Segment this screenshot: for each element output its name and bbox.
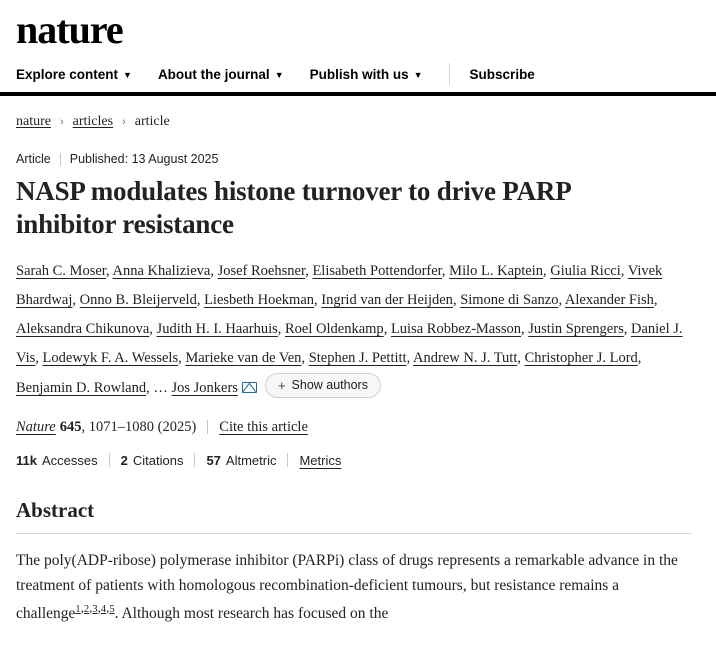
- author-link[interactable]: Vivek Bhardwaj: [16, 262, 663, 308]
- citations-count: 2: [120, 452, 128, 468]
- citation-pages: , 1071–1080 (2025): [81, 418, 197, 435]
- abstract-text-part2: . Although most research has focused on the: [114, 605, 389, 623]
- nav-label: Publish with us: [309, 66, 409, 82]
- author-separator: ,: [178, 349, 186, 366]
- author-separator: ,: [314, 291, 322, 308]
- author-separator: ,: [558, 291, 565, 308]
- nav-label: Subscribe: [469, 66, 535, 82]
- main-navigation: [0, 56, 716, 96]
- reference-link[interactable]: 2: [83, 604, 90, 616]
- meta-divider: [60, 153, 61, 166]
- author-link[interactable]: Anna Khalizieva: [112, 262, 211, 279]
- author-separator: ,: [149, 320, 157, 337]
- author-link[interactable]: Lodewyk F. A. Wessels: [42, 349, 179, 366]
- author-separator: ,: [106, 262, 113, 279]
- author-link[interactable]: Josef Roehsner: [217, 262, 306, 279]
- author-link[interactable]: Simone di Sanzo: [460, 291, 559, 308]
- author-link[interactable]: Roel Oldenkamp: [285, 320, 384, 337]
- author-link[interactable]: Luisa Robbez-Masson: [390, 320, 522, 337]
- author-separator: ,: [210, 262, 218, 279]
- abstract-text: [16, 548, 692, 626]
- author-separator: ,: [620, 262, 628, 279]
- author-separator: ,: [72, 291, 80, 308]
- reference-link[interactable]: 1: [75, 604, 81, 616]
- page-title: NASP modulates histone turnover to drive PARP inhibitor resistance: [16, 176, 570, 239]
- article-page: [0, 96, 716, 626]
- author-separator: ,: [305, 262, 313, 279]
- breadcrumb: [16, 96, 700, 130]
- altmetric-label: Altmetric: [225, 452, 277, 468]
- author-separator: ,: [301, 349, 309, 366]
- author-link[interactable]: Onno B. Bleijerveld: [79, 291, 197, 308]
- reference-separator: ,: [97, 600, 101, 616]
- breadcrumb-separator-icon: ›: [122, 116, 126, 128]
- nav-label: About the journal: [157, 66, 270, 82]
- author-separator: ,: [35, 349, 43, 366]
- nav-divider: [449, 63, 450, 85]
- envelope-icon[interactable]: [242, 382, 257, 393]
- author-link[interactable]: Ingrid van der Heijden: [321, 291, 453, 308]
- author-list: [16, 257, 700, 403]
- author-separator: ,: [441, 262, 450, 279]
- citations-label: Citations: [132, 452, 184, 468]
- citation-divider: [207, 420, 208, 434]
- breadcrumb-item-articles[interactable]: articles: [72, 114, 114, 129]
- nav-item-about-the-journal[interactable]: [158, 67, 284, 82]
- author-separator: ,: [543, 262, 551, 279]
- site-masthead: [0, 0, 716, 56]
- author-link[interactable]: Daniel J. Vis: [16, 320, 683, 366]
- article-meta: [16, 152, 700, 166]
- show-authors-label: Show authors: [291, 378, 368, 393]
- accesses-label: Accesses: [41, 452, 98, 468]
- authors-ellipsis: …: [153, 379, 168, 396]
- nav-label: Explore content: [16, 66, 119, 82]
- accesses-count: 11k: [16, 452, 37, 468]
- author-link[interactable]: Elisabeth Pottendorfer: [312, 262, 442, 279]
- abstract-heading: Abstract: [16, 498, 692, 534]
- reference-link[interactable]: 5: [109, 604, 115, 616]
- reference-separator: ,: [80, 600, 84, 616]
- author-separator: ,: [146, 379, 154, 396]
- abstract-references: [75, 600, 114, 615]
- nav-item-subscribe[interactable]: [470, 67, 535, 82]
- author-link[interactable]: Andrew N. J. Tutt: [413, 349, 518, 366]
- author-separator: ,: [406, 349, 414, 366]
- author-separator: ,: [383, 320, 391, 337]
- chevron-down-icon: ▼: [413, 69, 423, 80]
- metrics-link[interactable]: Metrics: [299, 452, 342, 468]
- breadcrumb-item-article: article: [134, 114, 170, 129]
- article-published-date: Published: 13 August 2025: [69, 152, 219, 166]
- author-separator: ,: [653, 291, 658, 308]
- author-link[interactable]: Christopher J. Lord: [524, 349, 638, 366]
- reference-separator: ,: [106, 600, 110, 616]
- author-link[interactable]: Giulia Ricci: [550, 262, 621, 279]
- author-link[interactable]: Stephen J. Pettitt: [308, 349, 407, 366]
- metrics-divider: [109, 453, 110, 467]
- journal-name-link[interactable]: Nature: [16, 418, 56, 435]
- metrics-divider: [287, 453, 288, 467]
- corresponding-author-link[interactable]: Jos Jonkers: [171, 379, 238, 396]
- breadcrumb-separator-icon: ›: [59, 116, 64, 128]
- chevron-down-icon: ▼: [274, 69, 284, 80]
- author-link[interactable]: Justin Sprengers: [528, 320, 624, 337]
- breadcrumb-item-nature[interactable]: nature: [16, 114, 51, 129]
- author-link[interactable]: Aleksandra Chikunova: [16, 320, 150, 337]
- plus-icon: +: [277, 377, 286, 393]
- nav-item-explore-content[interactable]: [16, 67, 132, 82]
- reference-separator: ,: [89, 600, 93, 616]
- author-separator: ,: [196, 291, 205, 308]
- nav-item-publish-with-us[interactable]: [310, 67, 423, 82]
- author-link[interactable]: Benjamin D. Rowland: [16, 379, 147, 396]
- citation-line: [16, 419, 700, 436]
- author-separator: ,: [623, 320, 631, 337]
- show-authors-button[interactable]: [265, 373, 381, 399]
- author-link[interactable]: Sarah C. Moser: [16, 262, 107, 279]
- author-separator: ,: [637, 349, 642, 366]
- chevron-down-icon: ▼: [123, 69, 132, 80]
- citation-volume: 645: [59, 418, 82, 435]
- reference-link[interactable]: 4: [100, 604, 107, 616]
- author-separator: ,: [521, 320, 529, 337]
- author-separator: ,: [517, 349, 525, 366]
- author-link[interactable]: Marieke van de Ven: [185, 349, 302, 366]
- reference-link[interactable]: 3: [92, 604, 98, 616]
- author-link[interactable]: Alexander Fish: [564, 291, 654, 308]
- author-separator: ,: [452, 291, 461, 308]
- author-link[interactable]: Liesbeth Hoekman: [204, 291, 315, 308]
- altmetric-count: 57: [206, 452, 221, 468]
- metrics-divider: [194, 453, 195, 467]
- nature-logo[interactable]: nature: [16, 7, 123, 52]
- abstract-text-part1: The poly(ADP-ribose) polymerase inhibitor (PARPi) class of drugs represents a remarkable advance in the treatment of patients with homologous recombination-deficient tumours, but resistance remains a challenge: [16, 551, 678, 623]
- author-separator: ,: [277, 320, 286, 337]
- cite-this-article-link[interactable]: Cite this article: [219, 418, 308, 435]
- author-link[interactable]: Milo L. Kaptein: [449, 262, 544, 279]
- author-link[interactable]: Judith H. I. Haarhuis: [156, 320, 278, 337]
- article-metrics: [16, 453, 700, 468]
- article-type: Article: [16, 152, 51, 166]
